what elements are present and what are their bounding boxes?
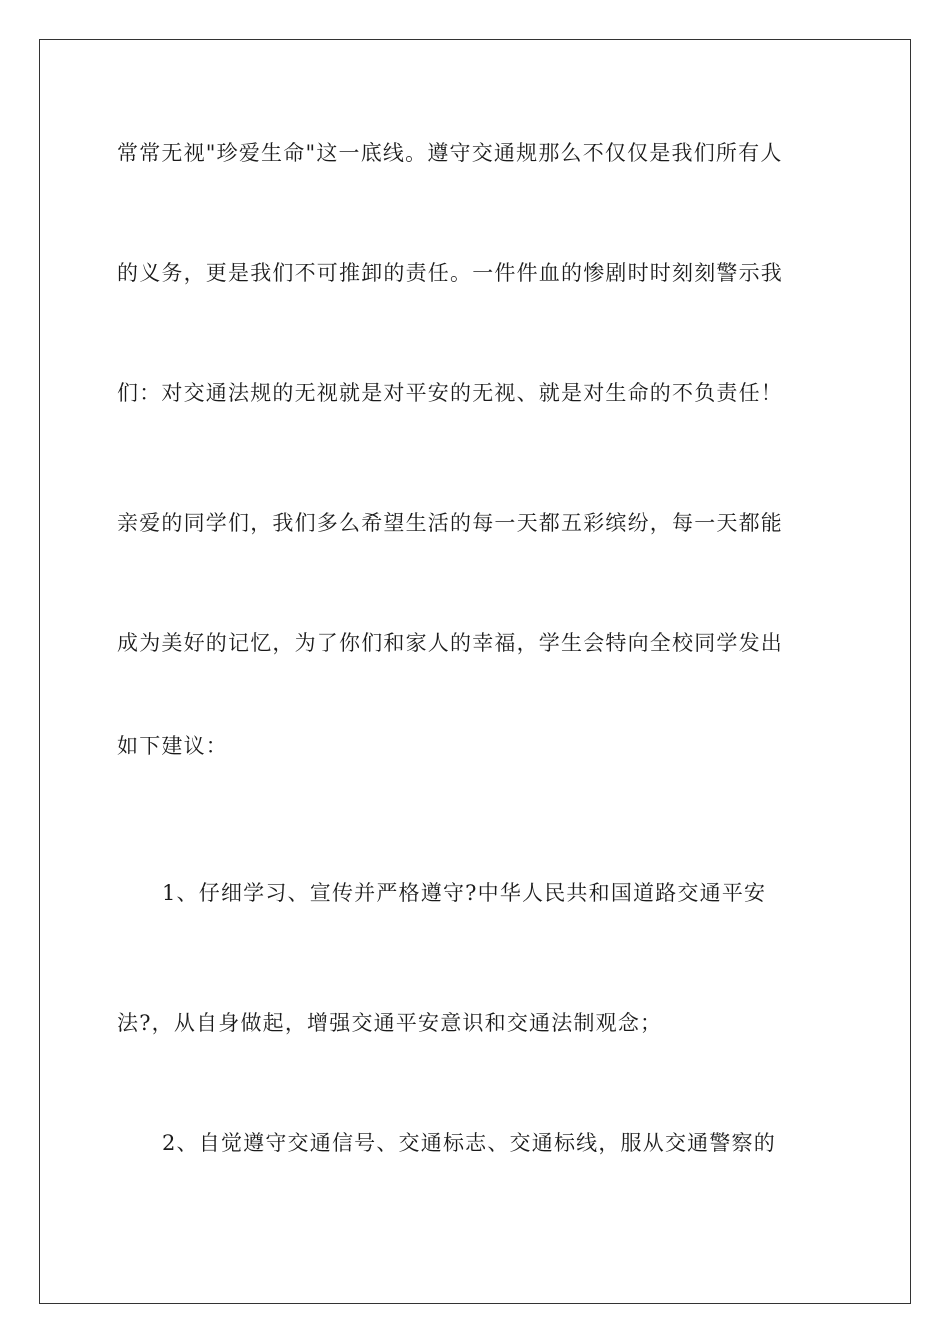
page-border [39,39,911,1304]
body-text-line: 的义务，更是我们不可推卸的责任。一件件血的惨剧时时刻刻警示我 [117,261,783,285]
body-text-line: 常常无视"珍爱生命"这一底线。遵守交通规那么不仅仅是我们所有人 [117,141,783,165]
body-text-line: 如下建议： [117,734,228,758]
body-text-line: 亲爱的同学们，我们多么希望生活的每一天都五彩缤纷，每一天都能 [117,511,783,535]
body-text-line: 们：对交通法规的无视就是对平安的无视、就是对生命的不负责任！ [117,381,783,405]
suggestion-item-1-line: 1、仔细学习、宣传并严格遵守?中华人民共和国道路交通平安 [162,881,767,905]
suggestion-item-2-line: 2、自觉遵守交通信号、交通标志、交通标线，服从交通警察的 [162,1131,776,1155]
suggestion-item-1-continuation: 法?，从自身做起，增强交通平安意识和交通法制观念； [117,1011,663,1035]
body-text-line: 成为美好的记忆，为了你们和家人的幸福，学生会特向全校同学发出 [117,631,783,655]
